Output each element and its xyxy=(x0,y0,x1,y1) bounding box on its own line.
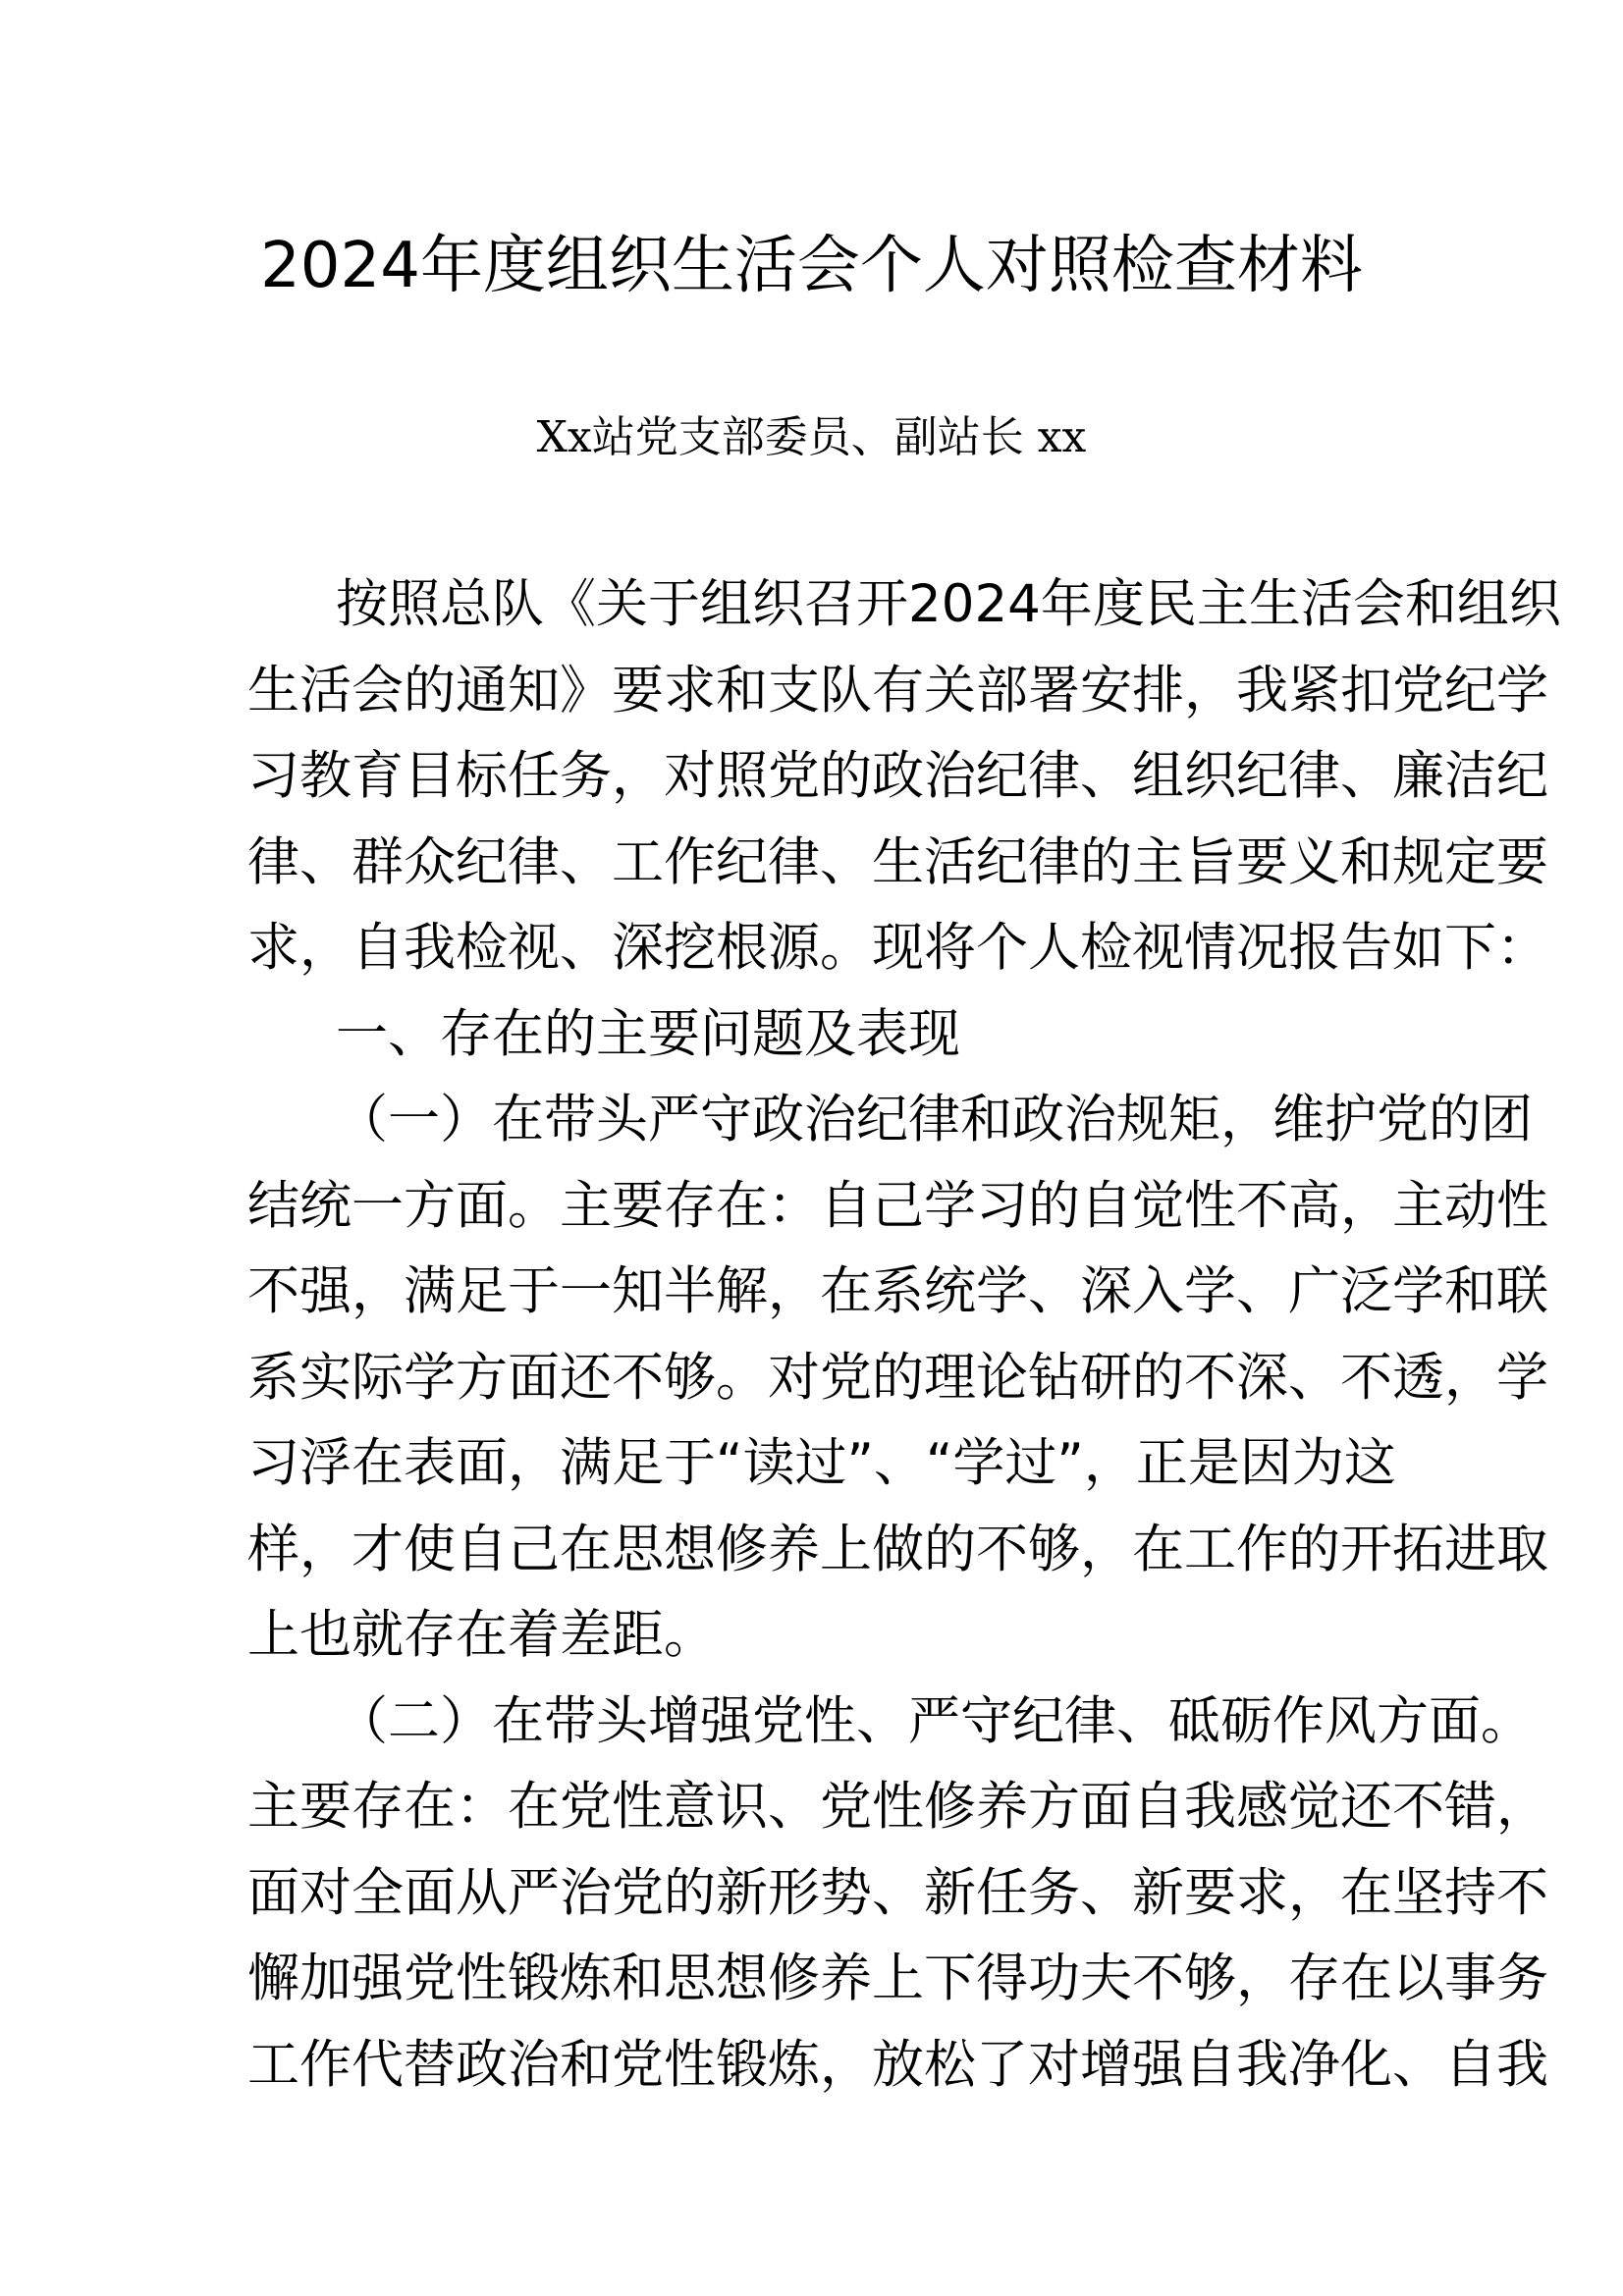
text-line: 结统一方面。主要存在：自己学习的自觉性不高，主动性 xyxy=(247,1175,1548,1236)
text-line: 求，自我检视、深挖根源。现将个人检视情况报告如下： xyxy=(247,918,1548,978)
text-line: 按照总队《关于组织召开2024年度民主生活会和组织 xyxy=(336,574,1561,634)
text-line: 上也就存在着差距。 xyxy=(247,1605,716,1665)
subsection-2-paragraph xyxy=(247,1679,1548,2109)
text-line: 系实际学方面还不够。对党的理论钻研的不深、不透，学 xyxy=(247,1347,1548,1408)
section-heading xyxy=(247,991,1396,1078)
text-line: （二）在带头增强党性、严守纪律、砥砺作风方面。 xyxy=(336,1690,1533,1751)
text-line: 习教育目标任务，对照党的政治纪律、组织纪律、廉洁纪 xyxy=(247,746,1548,806)
subsection-1-paragraph xyxy=(247,1077,1548,1679)
text-line: 懈加强党性锻炼和思想修养上下得功夫不够，存在以事务 xyxy=(247,1949,1548,2008)
text-line: 样，才使自己在思想修养上做的不够，在工作的开拓进取 xyxy=(247,1519,1548,1579)
text-line: 律、群众纪律、工作纪律、生活纪律的主旨要义和规定要 xyxy=(247,831,1548,892)
text-line: 生活会的通知》要求和支队有关部署安排，我紧扣党纪学 xyxy=(247,660,1548,721)
text-line: 面对全面从严治党的新形势、新任务、新要求，在坚持不 xyxy=(247,1862,1548,1923)
heading-line: 一、存在的主要问题及表现 xyxy=(336,1003,960,1064)
text-line: 主要存在：在党性意识、党性修养方面自我感觉还不错， xyxy=(247,1777,1548,1837)
text-line: 不强，满足于一知半解，在系统学、深入学、广泛学和联 xyxy=(247,1261,1548,1321)
document-body xyxy=(247,561,1561,2108)
text-line: 工作代替政治和党性锻炼，放松了对增强自我净化、自我 xyxy=(247,2034,1548,2095)
intro-paragraph xyxy=(247,561,1561,991)
document-title: 2024年度组织生活会个人对照检查材料 xyxy=(260,230,1363,302)
text-line: （一）在带头严守政治纪律和政治规矩，维护党的团 xyxy=(336,1090,1533,1149)
text-line: 习浮在表面，满足于“读过”、“学过”，正是因为这 xyxy=(247,1433,1396,1493)
author-line: Xx站党支部委员、副站长 xx xyxy=(536,412,1087,462)
